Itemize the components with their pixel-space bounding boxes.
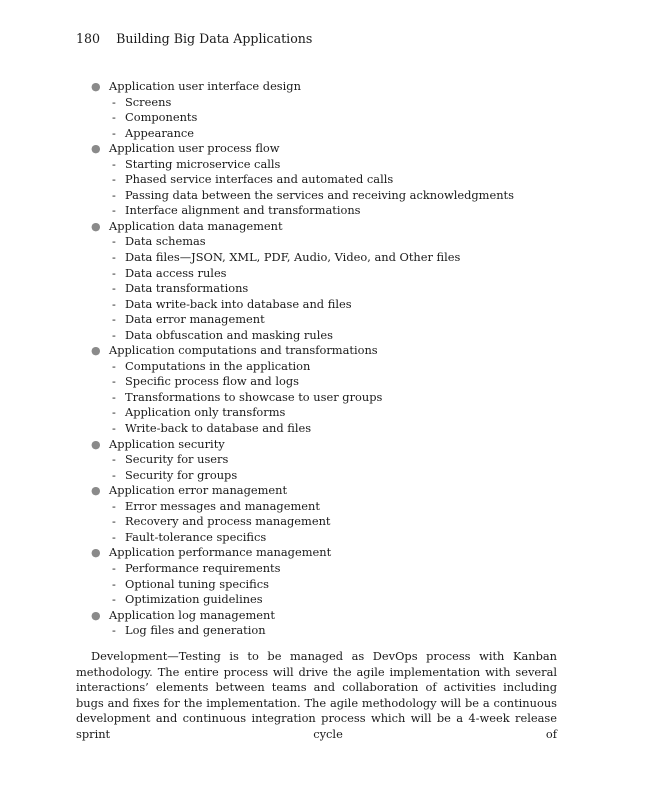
dash-icon: - [112, 529, 116, 544]
sub-item [0, 110, 648, 126]
dash-icon: - [112, 281, 116, 296]
dash-icon: - [112, 623, 116, 638]
sub-item-label: Recovery and process management [125, 514, 331, 529]
bullet-item [0, 545, 648, 561]
dash-icon: - [112, 187, 116, 202]
dash-icon: - [112, 592, 116, 607]
bullet-item [0, 608, 648, 624]
bullet-item [0, 79, 648, 95]
sub-item [0, 499, 648, 515]
sub-item [0, 623, 648, 639]
sub-item [0, 266, 648, 282]
sub-item-label: Transformations to showcase to user groups [125, 389, 383, 404]
sub-item-label: Data files—JSON, XML, PDF, Audio, Video, and Other files [125, 250, 461, 265]
dash-icon: - [112, 296, 116, 311]
sub-item-label: Performance requirements [125, 560, 281, 575]
sub-item [0, 157, 648, 173]
sub-item [0, 468, 648, 484]
sub-item-label: Data write-back into database and files [125, 296, 352, 311]
sub-item [0, 281, 648, 297]
sub-item-label: Appearance [125, 125, 195, 140]
bullet-item-label: Application log management [109, 607, 275, 622]
dash-icon: - [112, 125, 116, 140]
sub-item [0, 250, 648, 266]
sub-item-label: Security for users [125, 452, 229, 467]
sub-item [0, 359, 648, 375]
bullet-icon: ● [91, 608, 101, 622]
bullet-item-label: Application performance management [109, 545, 332, 560]
bullet-outline [0, 79, 648, 639]
sub-item [0, 95, 648, 111]
page-number: 180 [76, 31, 101, 46]
dash-icon: - [112, 203, 116, 218]
bullet-icon: ● [91, 484, 101, 498]
sub-item-label: Data error management [125, 312, 265, 327]
sub-item [0, 577, 648, 593]
sub-item-label: Data access rules [125, 265, 227, 280]
dash-icon: - [112, 576, 116, 591]
bullet-item-label: Application security [109, 436, 225, 451]
book-title: Building Big Data Applications [116, 31, 313, 46]
dash-icon: - [112, 312, 116, 327]
sub-item [0, 421, 648, 437]
dash-icon: - [112, 421, 116, 436]
dash-icon: - [112, 358, 116, 373]
sub-item-label: Write-back to database and files [125, 421, 312, 436]
sub-item [0, 592, 648, 608]
paragraph-text: Development—Testing is to be managed as DevOps process with Kanban methodology. The entire process will drive the agile implementation with several interactions’ elements between teams and collaboration of activities including bugs and fixes for the implementation. The agile methodology will be a continuous development and continuous integration process which will be a 4-week release sprint cycle of [76, 649, 557, 741]
dash-icon: - [112, 452, 116, 467]
bullet-item [0, 483, 648, 499]
dash-icon: - [112, 405, 116, 420]
sub-item-label: Data schemas [125, 234, 206, 249]
dash-icon: - [112, 374, 116, 389]
dash-icon: - [112, 498, 116, 513]
sub-item-label: Interface alignment and transformations [125, 203, 361, 218]
sub-item-label: Screens [125, 94, 172, 109]
bullet-icon: ● [91, 219, 101, 233]
dash-icon: - [112, 250, 116, 265]
sub-item-label: Optimization guidelines [125, 592, 263, 607]
sub-item [0, 234, 648, 250]
sub-item [0, 172, 648, 188]
sub-item-label: Computations in the application [125, 358, 311, 373]
sub-item [0, 328, 648, 344]
sub-item [0, 390, 648, 406]
dash-icon: - [112, 467, 116, 482]
sub-item-label: Fault-tolerance specifics [125, 529, 267, 544]
running-header [76, 31, 312, 46]
sub-item [0, 126, 648, 142]
sub-item [0, 452, 648, 468]
dash-icon: - [112, 389, 116, 404]
dash-icon: - [112, 327, 116, 342]
dash-icon: - [112, 514, 116, 529]
bullet-item [0, 141, 648, 157]
sub-item [0, 188, 648, 204]
sub-item [0, 405, 648, 421]
bullet-icon: ● [91, 546, 101, 560]
dash-icon: - [112, 156, 116, 171]
bullet-item [0, 219, 648, 235]
sub-item-label: Optional tuning specifics [125, 576, 269, 591]
body-paragraph [76, 649, 557, 742]
sub-item-label: Data transformations [125, 281, 249, 296]
sub-item-label: Passing data between the services and receiving acknowledgments [125, 187, 514, 202]
bullet-icon: ● [91, 80, 101, 93]
sub-item [0, 514, 648, 530]
bullet-item-label: Application computations and transformations [109, 343, 378, 358]
bullet-item-label: Application data management [109, 218, 283, 233]
dash-icon: - [112, 172, 116, 187]
bullet-icon: ● [91, 344, 101, 358]
bullet-icon: ● [91, 142, 101, 156]
sub-item-label: Starting microservice calls [125, 156, 281, 171]
sub-item-label: Data obfuscation and masking rules [125, 327, 333, 342]
bullet-item [0, 437, 648, 453]
sub-item [0, 530, 648, 546]
dash-icon: - [112, 110, 116, 125]
sub-item-label: Specific process flow and logs [125, 374, 299, 389]
sub-item [0, 374, 648, 390]
sub-item [0, 561, 648, 577]
dash-icon: - [112, 94, 116, 109]
bullet-item-label: Application user interface design [109, 79, 301, 93]
bullet-icon: ● [91, 437, 101, 451]
sub-item [0, 297, 648, 313]
sub-item-label: Phased service interfaces and automated calls [125, 172, 394, 187]
sub-item-label: Security for groups [125, 467, 238, 482]
sub-item [0, 203, 648, 219]
sub-item [0, 312, 648, 328]
dash-icon: - [112, 265, 116, 280]
bullet-item-label: Application error management [109, 483, 288, 498]
sub-item-label: Error messages and management [125, 498, 320, 513]
bullet-item-label: Application user process flow [109, 141, 280, 156]
bullet-item [0, 343, 648, 359]
sub-item-label: Application only transforms [125, 405, 286, 420]
dash-icon: - [112, 234, 116, 249]
dash-icon: - [112, 560, 116, 575]
sub-item-label: Components [125, 110, 198, 125]
sub-item-label: Log files and generation [125, 623, 266, 638]
